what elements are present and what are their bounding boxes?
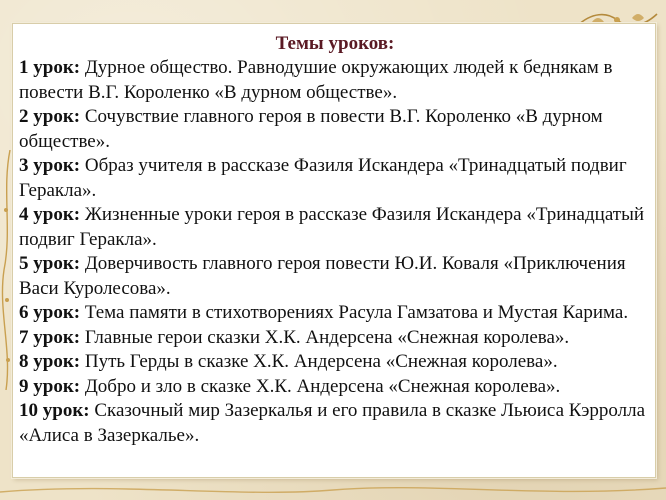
lesson-item-10 [19, 399, 651, 448]
lesson-label: 4 урок: [19, 204, 81, 225]
lesson-item-9 [19, 375, 651, 400]
lesson-text: Главные герои сказки Х.К. Андерсена «Снежная королева». [84, 326, 570, 348]
lesson-label: 3 урок: [19, 155, 81, 176]
lesson-item-6 [19, 301, 651, 326]
lesson-item-3 [19, 154, 651, 203]
lesson-label: 2 урок: [19, 106, 81, 127]
lesson-text: Тема памяти в стихотворениях Расула Гамзатова и Мустая Карима. [84, 302, 629, 323]
lesson-text: Сочувствие главного героя в повести В.Г. Короленко «В дурном обществе». [19, 106, 603, 152]
lesson-label: 7 урок: [19, 326, 81, 348]
lesson-text: Добро и зло в сказке Х.К. Андерсена «Снежная королева». [84, 375, 561, 397]
lesson-label: 10 урок: [19, 400, 90, 421]
lesson-text: Дурное общество. Равнодушие окружающих людей к беднякам в повести В.Г. Короленко «В дурном обществе». [19, 57, 613, 103]
lesson-label: 9 урок: [19, 375, 81, 397]
lesson-text: Жизненные уроки героя в рассказе Фазиля Искандера «Тринадцатый подвиг Геракла». [19, 204, 644, 250]
lesson-text: Образ учителя в рассказе Фазиля Искандера «Тринадцатый подвиг Геракла». [19, 155, 627, 201]
lesson-text: Доверчивость главного героя повести Ю.И. Коваля «Приключения Васи Куролесова». [19, 253, 626, 299]
lesson-text: Путь Герды в сказке Х.К. Андерсена «Снежная королева». [84, 351, 558, 372]
lesson-item-4 [19, 203, 651, 252]
lesson-item-7 [19, 326, 651, 351]
lessons-card [12, 23, 656, 478]
lesson-item-8 [19, 350, 651, 375]
lesson-item-2 [19, 105, 651, 154]
bottom-ornament-icon [0, 478, 666, 500]
lesson-item-1 [19, 56, 651, 105]
lesson-label: 5 урок: [19, 253, 81, 274]
lesson-label: 1 урок: [19, 57, 81, 78]
lesson-label: 6 урок: [19, 302, 81, 323]
lesson-text: Сказочный мир Зазеркалья и его правила в сказке Льюиса Кэрролла «Алиса в Зазеркалье». [19, 400, 646, 446]
lesson-item-5 [19, 252, 651, 301]
lessons-content [19, 32, 651, 448]
page-title: Темы уроков: [275, 33, 395, 54]
lesson-label: 8 урок: [19, 351, 81, 372]
